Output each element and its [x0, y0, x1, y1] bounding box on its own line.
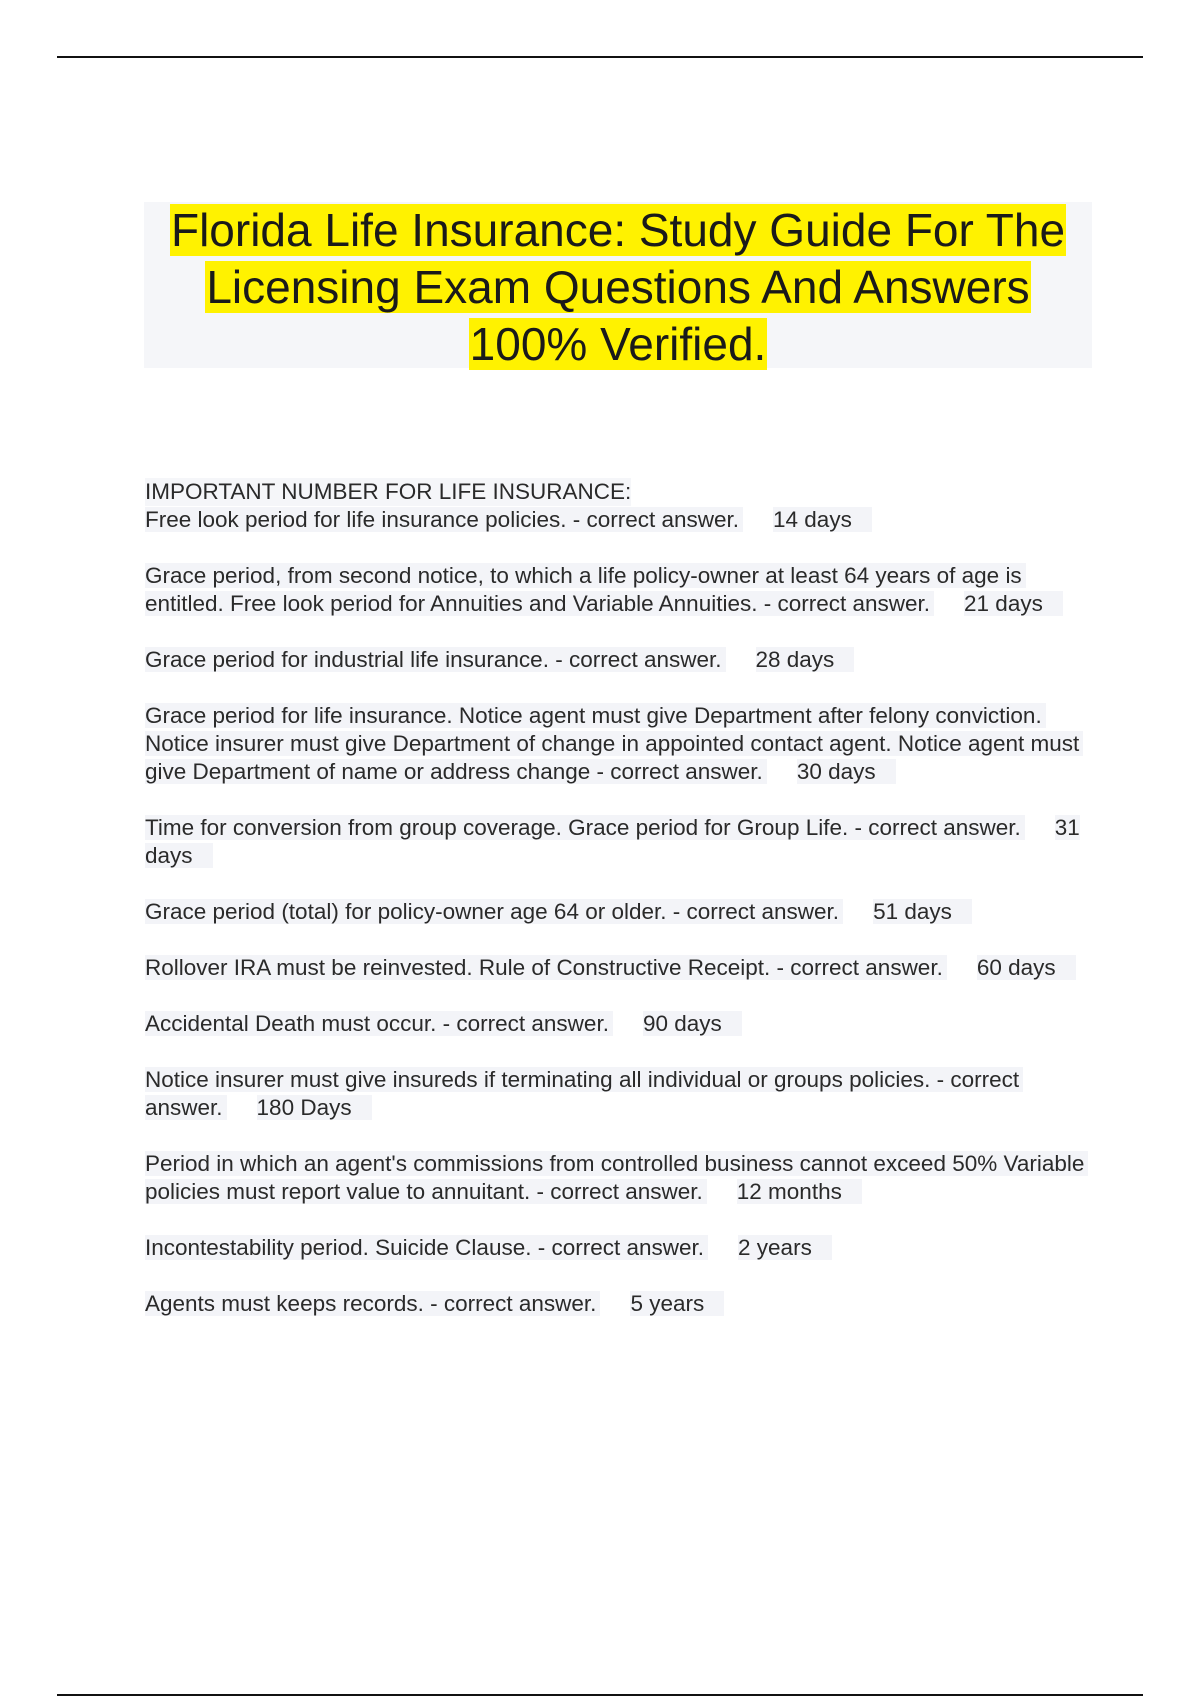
qa-question: Rollover IRA must be reinvested. Rule of Constructive Receipt. - correct answer. — [145, 955, 947, 980]
qa-item — [145, 1066, 1095, 1122]
qa-answer: 12 months — [737, 1179, 862, 1204]
qa-answer: 2 years — [738, 1235, 832, 1260]
qa-list — [145, 506, 1095, 1318]
qa-question: Accidental Death must occur. - correct answer. — [145, 1011, 613, 1036]
qa-item — [145, 646, 1095, 674]
title-line: Licensing Exam Questions And Answers — [206, 261, 1030, 313]
section-heading: IMPORTANT NUMBER FOR LIFE INSURANCE: — [145, 479, 632, 504]
qa-item — [145, 814, 1095, 870]
qa-answer: 51 days — [873, 899, 972, 924]
qa-answer: 90 days — [643, 1011, 742, 1036]
qa-item — [145, 506, 1095, 534]
qa-question: Incontestability period. Suicide Clause. - correct answer. — [145, 1235, 708, 1260]
qa-answer: 5 years — [630, 1291, 724, 1316]
qa-item — [145, 898, 1095, 926]
page-bottom-rule — [57, 1694, 1143, 1696]
qa-answer: 21 days — [964, 591, 1063, 616]
qa-question: Grace period for life insurance. Notice agent must give Department after felony conviction. Notice insurer must give Department of change in appointed contact agent. Notice agent must give Department of name or address change - correct answer. — [145, 703, 1083, 784]
qa-question: Agents must keeps records. - correct answer. — [145, 1291, 600, 1316]
title-line: Florida Life Insurance: Study Guide For The — [170, 204, 1066, 256]
study-guide-content — [145, 478, 1095, 1346]
qa-question: Notice insurer must give insureds if terminating all individual or groups policies. - correct answer. — [145, 1067, 1023, 1120]
qa-question: Free look period for life insurance policies. - correct answer. — [145, 507, 743, 532]
qa-question: Grace period (total) for policy-owner age 64 or older. - correct answer. — [145, 899, 843, 924]
qa-item — [145, 1150, 1095, 1206]
qa-item — [145, 1290, 1095, 1318]
page-top-rule — [57, 56, 1143, 58]
qa-question: Period in which an agent's commissions from controlled business cannot exceed 50% Variable policies must report value to annuitant. - correct answer. — [145, 1151, 1088, 1204]
qa-answer: 31 days — [145, 815, 1080, 868]
qa-item — [145, 954, 1095, 982]
qa-item — [145, 562, 1095, 618]
qa-item — [145, 1234, 1095, 1262]
qa-answer: 60 days — [977, 955, 1076, 980]
qa-answer: 14 days — [773, 507, 872, 532]
title-line: 100% Verified. — [469, 318, 767, 370]
qa-item — [145, 702, 1095, 786]
page-title — [144, 202, 1092, 373]
qa-answer: 180 Days — [257, 1095, 372, 1120]
qa-question: Time for conversion from group coverage. Grace period for Group Life. - correct answer. — [145, 815, 1025, 840]
qa-item — [145, 1010, 1095, 1038]
qa-answer: 30 days — [797, 759, 896, 784]
qa-answer: 28 days — [756, 647, 855, 672]
qa-question: Grace period, from second notice, to which a life policy-owner at least 64 years of age is entitled. Free look period for Annuities and Variable Annuities. - correct answer. — [145, 563, 1026, 616]
qa-question: Grace period for industrial life insurance. - correct answer. — [145, 647, 726, 672]
